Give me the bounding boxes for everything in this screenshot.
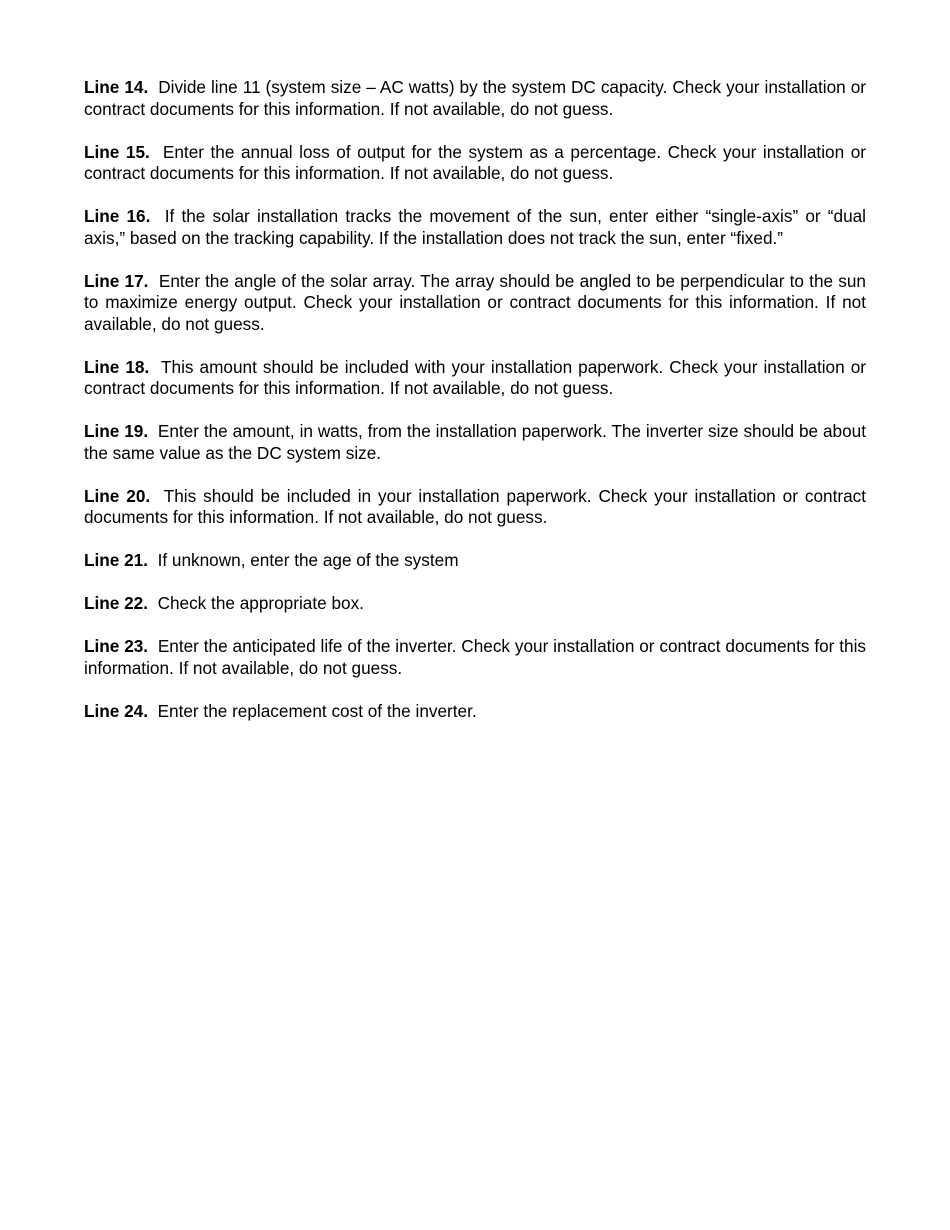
line-label: Line 14.: [84, 77, 149, 97]
instruction-line-20: [84, 486, 866, 529]
instruction-line-24: [84, 701, 866, 723]
line-text: Check the appropriate box.: [157, 593, 364, 613]
line-label: Line 22.: [84, 593, 148, 613]
line-text: This should be included in your installation paperwork. Check your installation or contract documents for this information. If not available, do not guess.: [84, 485, 866, 527]
line-label: Line 21.: [84, 550, 148, 570]
line-text: Enter the amount, in watts, from the installation paperwork. The inverter size should be about the same value as the DC system size.: [84, 421, 866, 463]
line-text: Enter the replacement cost of the inverter.: [157, 700, 477, 721]
instruction-line-22: [84, 593, 866, 615]
instruction-line-17: [84, 271, 866, 336]
instruction-line-23: [84, 636, 866, 679]
instruction-line-19: [84, 421, 866, 464]
instruction-line-16: [84, 206, 866, 249]
line-label: Line 19.: [84, 421, 149, 441]
line-text: Divide line 11 (system size – AC watts) by the system DC capacity. Check your installation or contract documents for this information. If not available, do not guess.: [84, 77, 866, 119]
line-label: Line 20.: [84, 485, 151, 506]
instruction-line-21: [84, 550, 866, 572]
instructions-page: [84, 77, 866, 722]
line-label: Line 24.: [84, 700, 148, 721]
line-label: Line 17.: [84, 270, 149, 291]
line-text: Enter the annual loss of output for the system as a percentage. Check your installation or contract documents for this information. If not available, do not guess.: [84, 141, 866, 183]
line-label: Line 23.: [84, 636, 149, 656]
line-text: Enter the anticipated life of the inverter. Check your installation or contract documents for this information. If not available, do not guess.: [84, 636, 866, 678]
line-label: Line 15.: [84, 141, 150, 162]
line-label: Line 16.: [84, 206, 151, 226]
line-label: Line 18.: [84, 356, 150, 377]
line-text: If the solar installation tracks the movement of the sun, enter either “single-axis” or “dual axis,” based on the tracking capability. If the installation does not track the sun, enter “fixed.”: [84, 206, 867, 248]
instruction-line-14: [84, 77, 866, 120]
line-text: If unknown, enter the age of the system: [157, 550, 459, 570]
instruction-line-15: [84, 142, 866, 185]
line-text: This amount should be included with your installation paperwork. Check your installation or contract documents for this information. If not available, do not guess.: [84, 356, 866, 398]
line-text: Enter the angle of the solar array. The array should be angled to be perpendicular to the sun to maximize energy output. Check your installation or contract documents for this information. If not available, do not guess.: [84, 270, 866, 334]
instruction-line-18: [84, 357, 866, 400]
